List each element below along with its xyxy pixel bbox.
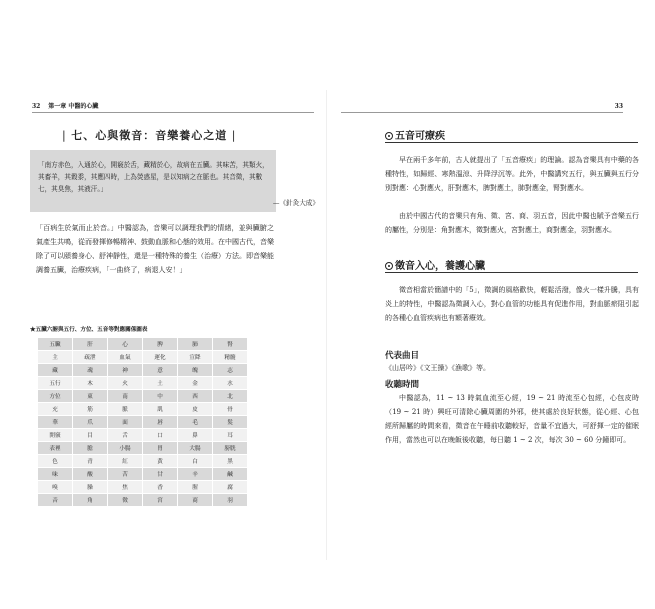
right-header-rule (341, 112, 623, 113)
table-cell: 紅 (108, 455, 143, 468)
table-cell: 宮 (143, 494, 178, 507)
table-cell: 皮 (178, 403, 213, 416)
table-cell: 火 (108, 377, 143, 390)
table-row (38, 429, 248, 442)
table-cell: 土 (143, 377, 178, 390)
table-cell: 黑 (213, 455, 248, 468)
table-cell: 東 (73, 390, 108, 403)
subsection-rule-2 (385, 272, 638, 273)
table-cell: 角 (73, 494, 108, 507)
table-cell: 爪 (73, 416, 108, 429)
quote-source: —《針灸大成》 (272, 199, 319, 207)
left-page-number: 32 (32, 103, 41, 110)
table-row (38, 468, 248, 481)
left-header-rule (32, 112, 314, 113)
table-cell: 徵 (108, 494, 143, 507)
table-row-header: 藏 (38, 364, 73, 377)
table-row (38, 377, 248, 390)
table-cell: 甘 (143, 468, 178, 481)
table-cell: 胃 (143, 442, 178, 455)
section-title: | 七、心與徵音：音樂養心之道 | (62, 129, 237, 142)
table-row (38, 351, 248, 364)
table-cell: 膽 (73, 442, 108, 455)
table-cell: 肺 (178, 338, 213, 351)
circle-dot-icon (385, 132, 393, 140)
table-cell: 毛 (178, 416, 213, 429)
table-cell: 木 (73, 377, 108, 390)
table-row-header: 味 (38, 468, 73, 481)
subsection-1-paragraph-1: 早在兩千多年前，古人就提出了「五音療疾」的理論。認為音樂具有中藥的各種特性，如歸經、寒熱溫涼、升降浮沉等。此外，中醫講究五行，與五臟與五行分別對應：心對應火，肝對應木，脾對應土，肺對應金，腎對應水。 (385, 156, 639, 192)
table-cell: 水 (213, 377, 248, 390)
table-row-header: 色 (38, 455, 73, 468)
table-row (38, 442, 248, 455)
table-row (38, 416, 248, 429)
table-row (38, 390, 248, 403)
table-cell: 骨 (213, 403, 248, 416)
table-cell: 小腸 (108, 442, 143, 455)
table-cell: 青 (73, 455, 108, 468)
table-cell: 意 (143, 364, 178, 377)
table-row-header: 嗅 (38, 481, 73, 494)
table-row-header: 表裡 (38, 442, 73, 455)
table-cell: 目 (73, 429, 108, 442)
table-row-header: 華 (38, 416, 73, 429)
table-row (38, 403, 248, 416)
table-cell: 黃 (143, 455, 178, 468)
subsection-title-2: 徵音入心，養護心臟 (385, 257, 485, 272)
table-row (38, 494, 248, 507)
table-cell: 辛 (178, 468, 213, 481)
subsection-1-paragraph-2: 由於中國古代的音樂只有角、徵、宮、商、羽五音，因此中醫也賦予音樂五行的屬性，分別是：角對應木，徵對應火，宮對應土，商對應金，羽對應水。 (385, 212, 639, 234)
table-row (38, 481, 248, 494)
table-row-header: 開竅 (38, 429, 73, 442)
table-cell: 唇 (143, 416, 178, 429)
table-cell: 鹹 (213, 468, 248, 481)
table-row-header: 音 (38, 494, 73, 507)
table-cell: 中 (143, 390, 178, 403)
representative-songs-heading: 代表曲目 (385, 351, 420, 361)
table-cell: 腐 (213, 481, 248, 494)
representative-songs-text: 《山居吟》《文王操》《漁歌》等。 (385, 364, 490, 372)
table-cell: 大腸 (178, 442, 213, 455)
classic-quote: 「南方赤色，入通於心，開竅於舌，藏精於心，故病在五臟。其味苦，其類火，其畜羊，其穀黍，其應四時，上為熒惑星，是以知病之在脈也。其音徵，其數七，其臭焦，其液汗。」 (38, 161, 269, 193)
table-cell: 面 (108, 416, 143, 429)
right-page-number: 33 (614, 103, 623, 110)
table-cell: 腥 (178, 481, 213, 494)
table-cell: 心 (108, 338, 143, 351)
table-cell: 精髓 (213, 351, 248, 364)
table-cell: 西 (178, 390, 213, 403)
table-cell: 白 (178, 455, 213, 468)
table-cell: 血氣 (108, 351, 143, 364)
table-row (38, 338, 248, 351)
five-organs-table (37, 337, 248, 507)
table-cell: 髮 (213, 416, 248, 429)
table-cell: 肝 (73, 338, 108, 351)
circle-dot-icon (385, 262, 393, 270)
table-cell: 南 (108, 390, 143, 403)
table-cell: 腎 (213, 338, 248, 351)
right-page (327, 0, 655, 609)
table-cell: 耳 (213, 429, 248, 442)
subsection-2-paragraph: 徵音相當於簡譜中的「5」，徵調的風格歡快，輕鬆活潑，像火一樣升騰，具有炎上的特性，中醫認為徵調入心，對心血管的功能具有促進作用，對血脈瘀阻引起的各種心血管疾病也有額著療效。 (385, 286, 639, 322)
table-row-header: 五行 (38, 377, 73, 390)
table-cell: 羽 (213, 494, 248, 507)
table-cell: 北 (213, 390, 248, 403)
table-cell: 膀胱 (213, 442, 248, 455)
table-cell: 金 (178, 377, 213, 390)
classic-quote-box (30, 150, 276, 212)
table-row-header: 方位 (38, 390, 73, 403)
table-cell: 筋 (73, 403, 108, 416)
table-row (38, 364, 248, 377)
table-cell: 脈 (108, 403, 143, 416)
intro-paragraph: 「百病生於氣而止於音。」中醫認為，音樂可以調理我們的情緒，並與臟腑之氣產生共鳴，從而發揮修暢精神、鼓動血脈和心態的效用。在中國古代，音樂除了可以頤養身心、舒神靜性，還是一種特殊的養生（治療）方法。即音樂能調養五臟，治療疾病，「一曲終了，病退人安！」 (36, 224, 274, 274)
chapter-running-head: 第一章 中醫的心臟 (48, 103, 99, 110)
subsection-title-1: 五音可療疾 (385, 127, 445, 142)
table-cell: 鼻 (178, 429, 213, 442)
table-cell: 運化 (143, 351, 178, 364)
table-cell: 苦 (108, 468, 143, 481)
table-cell: 脾 (143, 338, 178, 351)
left-page (0, 0, 327, 609)
table-row-header: 充 (38, 403, 73, 416)
table-cell: 志 (213, 364, 248, 377)
table-cell: 商 (178, 494, 213, 507)
table-cell: 酸 (73, 468, 108, 481)
table-cell: 宣降 (178, 351, 213, 364)
table-cell: 焦 (108, 481, 143, 494)
table-cell: 香 (143, 481, 178, 494)
table-cell: 魄 (178, 364, 213, 377)
table-caption: ★五臟六腑與五行、方位、五音等對應關係圖表 (30, 327, 148, 333)
table-cell: 疏泄 (73, 351, 108, 364)
table-cell: 神 (108, 364, 143, 377)
listening-time-paragraph: 中醫認為，11 ~ 13 時氣血流至心經，19 ~ 21 時流至心包經，心包皮時（19 ~ 21 時）興旺可清除心臟周圍的外邪，使其處於良好狀態，從心經、心包經所歸屬的時間來看，徵音在午睡前收聽較好，音量不宜過大，可舒揮一定的催眠作用，當然也可以在晚飯後收聽，每日聽 1 ~ 2 次，每次 30 ~ 60 分鐘即可。 (385, 394, 639, 444)
table-cell: 臊 (73, 481, 108, 494)
table-cell: 舌 (108, 429, 143, 442)
left-running-header (32, 103, 98, 111)
table-row-header: 五臟 (38, 338, 73, 351)
table-cell: 口 (143, 429, 178, 442)
table-cell: 魂 (73, 364, 108, 377)
listening-time-heading: 收聽時間 (385, 380, 420, 390)
subsection-rule-1 (385, 142, 638, 143)
table-row (38, 455, 248, 468)
table-row-header: 主 (38, 351, 73, 364)
table-cell: 肌 (143, 403, 178, 416)
